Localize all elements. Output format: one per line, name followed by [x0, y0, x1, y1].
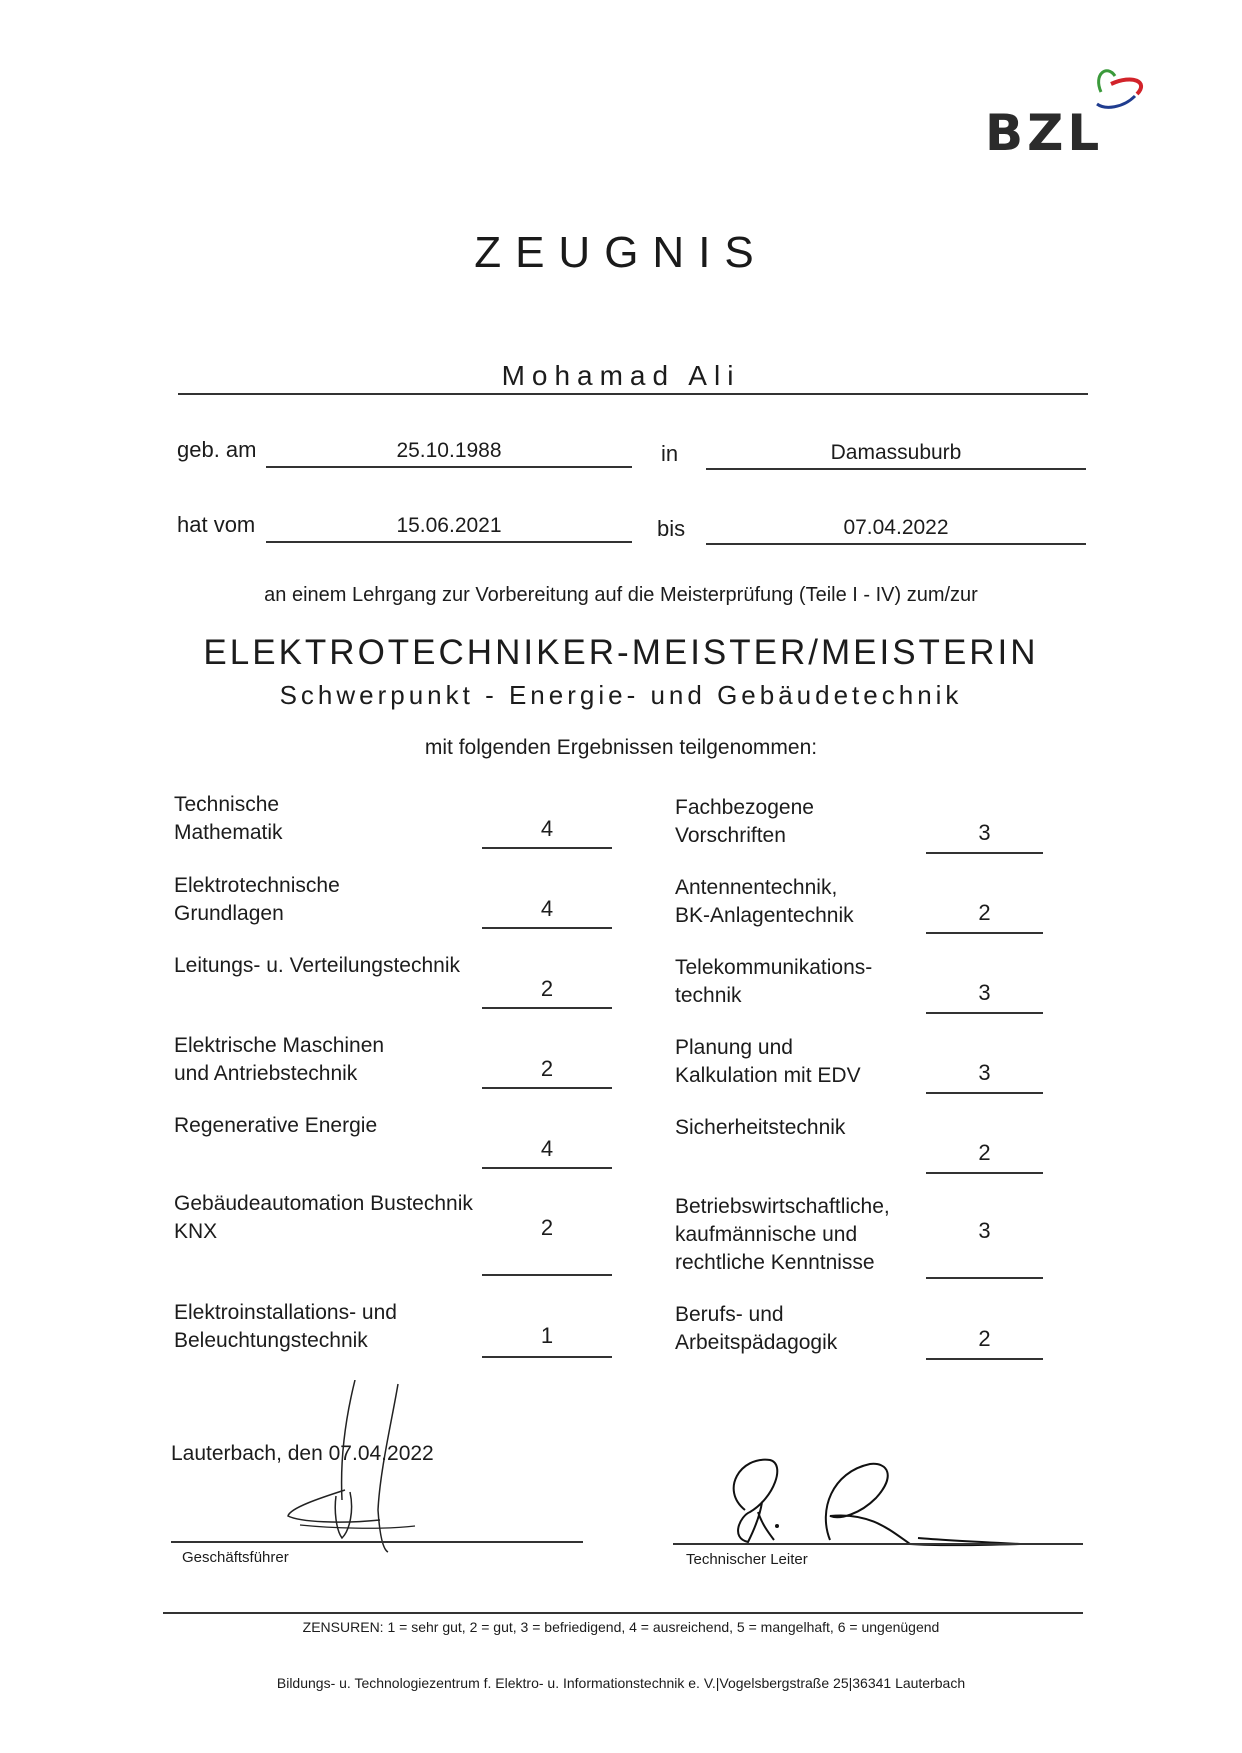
subject-name: Leitungs- u. Verteilungstechnik [174, 954, 461, 977]
grade-underline [926, 1012, 1043, 1014]
grade-underline [926, 1172, 1043, 1174]
document-title: ZEUGNIS [474, 228, 768, 277]
subject-grade: 4 [540, 816, 554, 841]
course-intro: an einem Lehrgang zur Vorbereitung auf die Meisterprüfung (Teile I - IV) zum/zur [264, 584, 978, 606]
subject-name: Sicherheitstechnik [675, 1116, 846, 1139]
grade-underline [482, 847, 612, 849]
birth-date: 25.10.1988 [396, 439, 502, 462]
period-to-underline [706, 543, 1086, 545]
subject-name: Gebäudeautomation Bustechnik KNX [174, 1192, 473, 1243]
period-until-label: bis [657, 516, 686, 541]
subject-grade: 4 [540, 896, 554, 921]
subject-name: Fachbezogene Vorschriften [675, 796, 814, 847]
subject-grade: 1 [540, 1323, 554, 1348]
grade-underline [926, 1358, 1043, 1360]
signature-line-right [673, 1543, 1083, 1545]
subject-name: Regenerative Energie [174, 1114, 378, 1137]
period-label: hat vom [177, 512, 256, 537]
subject-grade: 2 [540, 1215, 554, 1240]
logo-text: BZL [985, 104, 1104, 162]
grade-underline [926, 852, 1043, 854]
subject-grade: 2 [540, 976, 554, 1001]
results-intro: mit folgenden Ergebnissen teilgenommen: [424, 736, 818, 759]
subject-name: Telekommunikations- technik [675, 956, 873, 1007]
grade-underline [926, 1092, 1043, 1094]
subject-name: Elektrische Maschinen und Antriebstechnik [174, 1034, 385, 1085]
degree-title: ELEKTROTECHNIKER-MEISTER/MEISTERIN [203, 633, 1039, 672]
institution-address: Bildungs- u. Technologiezentrum f. Elektro- u. Informationstechnik e. V.|Vogelsbergstraße 25|36341 Lauterbach [276, 1675, 966, 1691]
name-underline [178, 393, 1088, 395]
subject-grade: 2 [978, 1326, 991, 1351]
grade-underline [482, 1087, 612, 1089]
subject-grade: 3 [978, 1218, 991, 1243]
subject-name: Antennentechnik, BK-Anlagentechnik [675, 876, 854, 927]
degree-focus: Schwerpunkt - Energie- und Gebäudetechnik [279, 680, 963, 710]
grade-underline [482, 1356, 612, 1358]
grade-underline [482, 1007, 612, 1009]
birth-date-underline [266, 466, 632, 468]
birth-place: Damassuburb [830, 441, 962, 464]
subject-name: Elektroinstallations- und Beleuchtungstechnik [174, 1301, 397, 1352]
birth-place-label: in [661, 441, 679, 466]
subject-name: Berufs- und Arbeitspädagogik [675, 1303, 838, 1354]
subject-grade: 3 [978, 980, 991, 1005]
grade-underline [482, 1274, 612, 1276]
period-to: 07.04.2022 [843, 516, 949, 539]
subject-grade: 2 [978, 900, 991, 925]
person-name: Mohamad Ali [501, 360, 741, 391]
footer-divider [163, 1612, 1083, 1614]
grade-underline [482, 927, 612, 929]
subject-name: Betriebswirtschaftliche, kaufmännische und rechtliche Kenntnisse [675, 1195, 890, 1274]
signature-managing-director [280, 1380, 430, 1580]
subject-name: Technische Mathematik [174, 793, 283, 844]
birth-label: geb. am [177, 437, 257, 462]
signature-role-left: Geschäftsführer [182, 1549, 289, 1566]
grade-underline [926, 1277, 1043, 1279]
bzl-logo [985, 64, 1175, 164]
grade-underline [482, 1167, 612, 1169]
grade-underline [926, 932, 1043, 934]
grading-scale: ZENSUREN: 1 = sehr gut, 2 = gut, 3 = befriedigend, 4 = ausreichend, 5 = mangelhaft, 6 = ungenügend [302, 1619, 940, 1635]
subject-name: Planung und Kalkulation mit EDV [675, 1036, 861, 1087]
period-from: 15.06.2021 [396, 514, 502, 537]
birth-place-underline [706, 468, 1086, 470]
subject-grade: 3 [978, 1060, 991, 1085]
subject-name: Elektrotechnische Grundlagen [174, 874, 340, 925]
place-date: Lauterbach, den 07.04.2022 [171, 1442, 434, 1465]
subject-grade: 3 [978, 820, 991, 845]
subject-grade: 4 [540, 1136, 554, 1161]
signature-role-right: Technischer Leiter [686, 1551, 808, 1568]
subject-grade: 2 [540, 1056, 554, 1081]
subject-grade: 2 [978, 1140, 991, 1165]
period-from-underline [266, 541, 632, 543]
signature-line-left [171, 1541, 583, 1543]
